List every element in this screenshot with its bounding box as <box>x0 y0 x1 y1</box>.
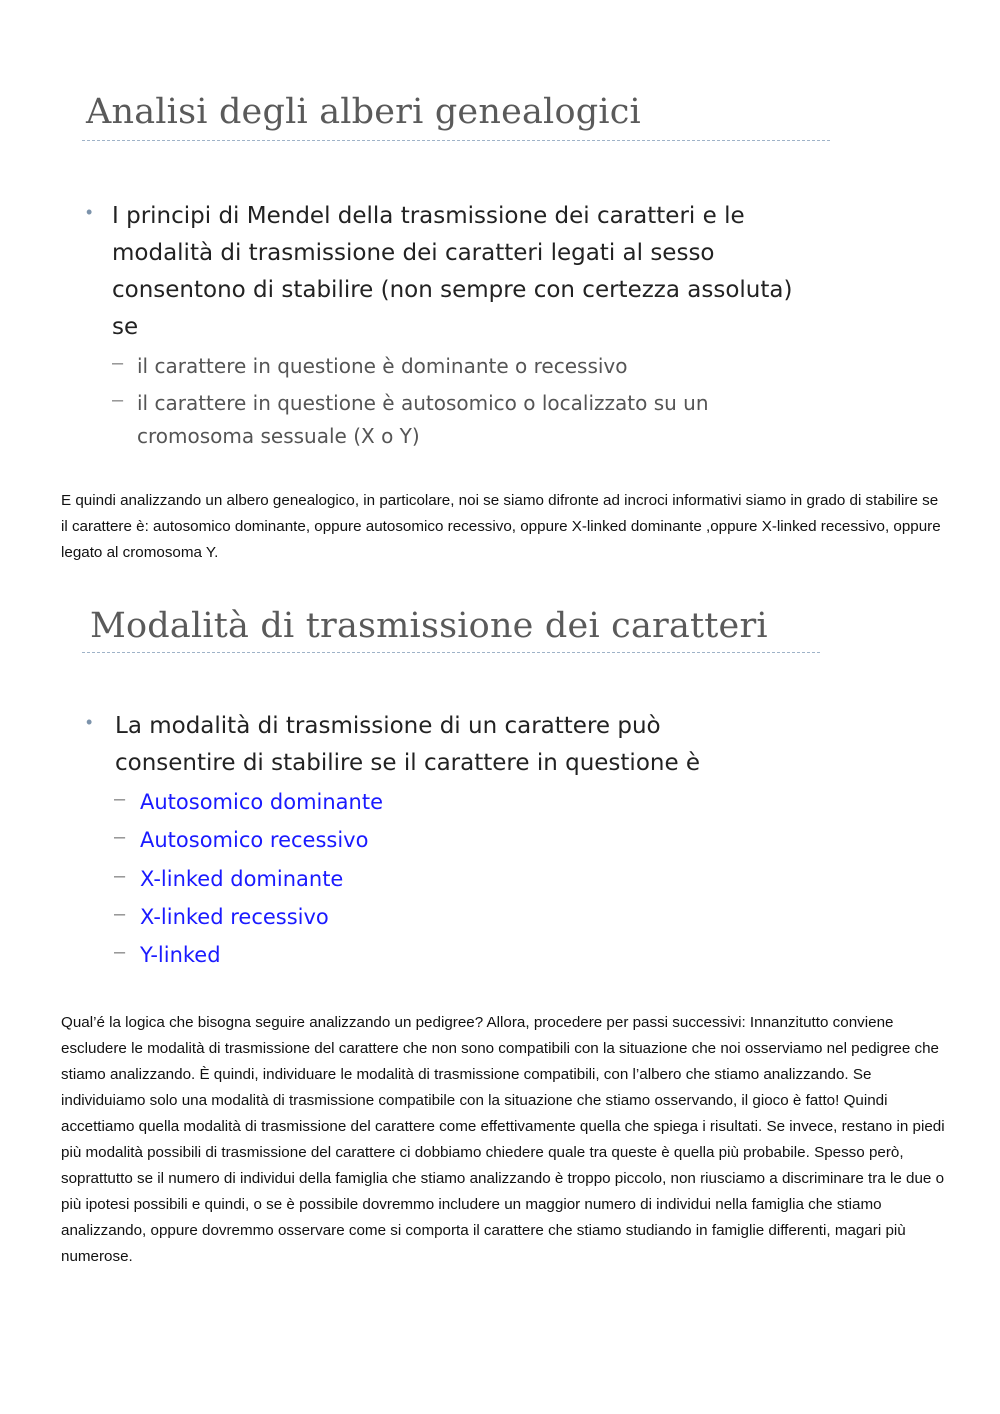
bullet-text: I principi di Mendel della trasmissione dei caratteri e le modalità di trasmissione dei caratteri legati al sesso consentono di stabilire (non sempre con certezza assoluta) se <box>112 203 793 340</box>
title-divider <box>82 652 820 653</box>
dash-icon: – <box>112 389 124 411</box>
dash-icon: – <box>112 352 124 374</box>
body-paragraph: Qual’é la logica che bisogna seguire analizzando un pedigree? Allora, procedere per passi successivi: Innanzitutto conviene escludere le modalità di trasmissione del carattere che non sono compatibili con la situazione che noi osserviamo nel pedigree che stiamo analizzando. È quindi, individuare le modalità di trasmissione compatibili, con l’albero che stiamo analizzando. Se individuiamo solo una modalità di trasmissione compatibile con la situazione che stiamo osservando, il gioco è fatto! Quindi accettiamo quella modalità di trasmissione del carattere come effettivamente quella che spiega i risultati. Se invece, restano in piedi più modalità possibili di trasmissione del carattere ci dobbiamo chiedere quale tra queste è quella più probabile. Spesso però, soprattutto se il numero di individui della famiglia che stiamo analizzando è troppo piccolo, non riusciamo a discriminare tra le due o più ipotesi possibili e quindi, o se è possibile dovremmo includere un maggior numero di individui nella famiglia che stiamo analizzando, oppure dovremmo osservare come si comporta il carattere che stiamo studiando in famiglie differenti, magari più numerose. <box>61 1014 945 1265</box>
dash-icon: – <box>114 788 126 810</box>
dash-icon: – <box>114 903 126 925</box>
body-paragraph: E quindi analizzando un albero genealogico, in particolare, noi se siamo difronte ad incroci informativi siamo in grado di stabilire se il carattere è: autosomico dominante, oppure autosomico recessivo, oppure X-linked dominante ,oppure X-linked recessivo, oppure legato al cromosoma Y. <box>61 492 941 561</box>
dash-icon: – <box>114 865 126 887</box>
slide-title: Analisi degli alberi genealogici <box>86 92 641 132</box>
dash-icon: – <box>114 941 126 963</box>
sub-item-text: X-linked recessivo <box>140 905 329 929</box>
sub-item-text: Autosomico dominante <box>140 790 384 814</box>
sub-item-text: Y-linked <box>140 943 221 967</box>
bullet-icon: • <box>86 202 93 222</box>
slide-title: Modalità di trasmissione dei caratteri <box>90 606 768 646</box>
dash-icon: – <box>114 826 126 848</box>
title-divider <box>82 140 830 141</box>
sub-item-text: Autosomico recessivo <box>140 828 369 852</box>
sub-item-text: il carattere in questione è autosomico o localizzato su un cromosoma sessuale (X o Y) <box>137 391 709 448</box>
bullet-icon: • <box>86 712 93 732</box>
sub-item-text: X-linked dominante <box>140 867 344 891</box>
bullet-text: La modalità di trasmissione di un carattere può consentire di stabilire se il carattere in questione è <box>115 713 701 776</box>
sub-item-text: il carattere in questione è dominante o recessivo <box>137 354 628 378</box>
